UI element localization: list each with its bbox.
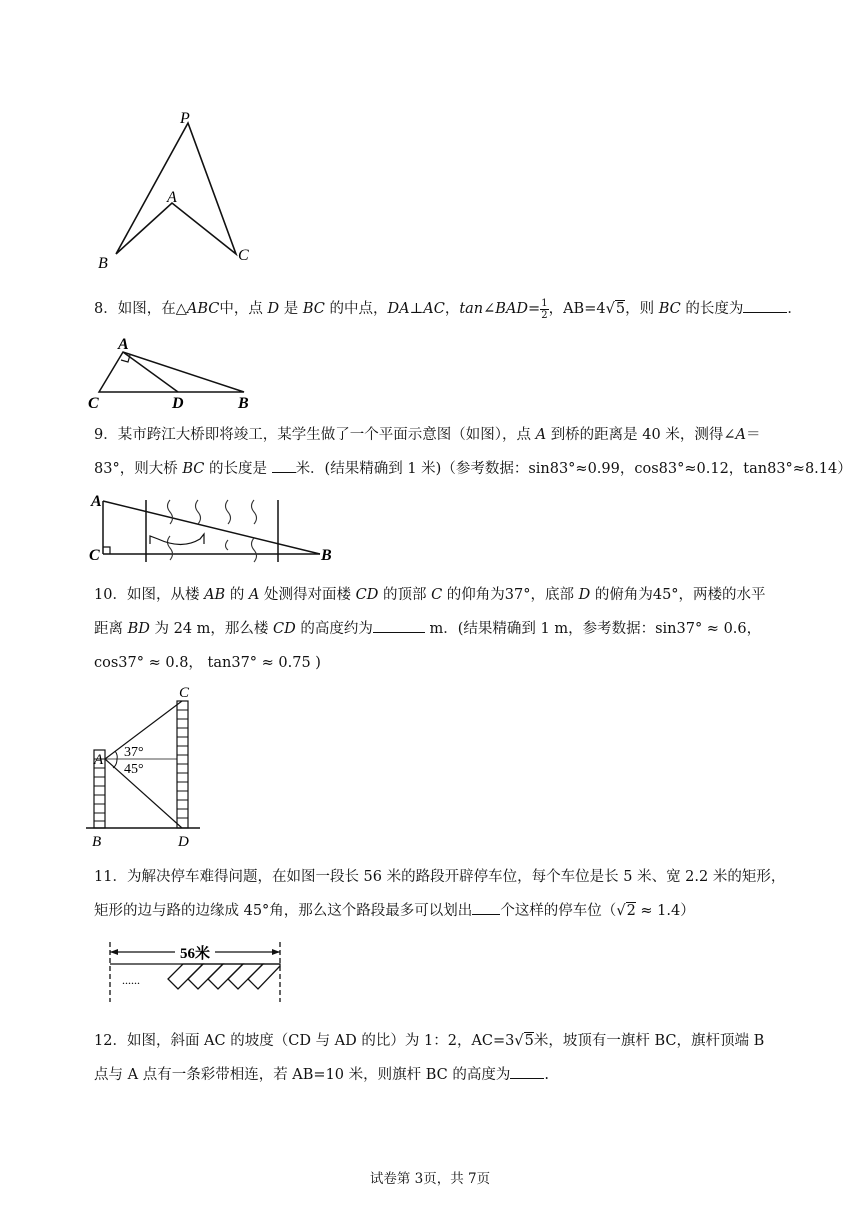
parking-spaces <box>168 964 280 989</box>
right-angle-mark <box>103 547 110 554</box>
question-9-line-2: 83°，则大桥 BC 的长度是 米．(结果精确到 1 米)（参考数据：sin83°≈0.99，cos83°≈0.12，tan83°≈8.14） <box>94 452 784 486</box>
question-11-line-1: 11．为解决停车难得问题，在如图一段长 56 米的路段开辟停车位，每个车位是长 5 米、宽 2.2 米的矩形， <box>94 869 786 885</box>
figure-triangle-acb <box>84 334 264 412</box>
angle-45-label: 45° <box>124 762 144 777</box>
label-c: C <box>238 247 249 264</box>
fraction-one-half: $\frac{1}{2}$ <box>541 297 548 321</box>
label-a: A <box>91 493 102 510</box>
figure-outline <box>99 352 244 392</box>
question-8-text: 8．如图，在△ABC中，点 D 是 BC 的中点，DA⊥AC，tan∠BAD= $\frac{1}{2}$ ，AB=4√5，则 BC 的长度为 ． <box>94 297 802 321</box>
figure-bridge <box>88 490 338 570</box>
label-d: D <box>172 395 184 412</box>
question-9 <box>94 418 852 486</box>
label-c: C <box>89 547 100 564</box>
label-b: B <box>92 834 102 850</box>
label-c: C <box>179 685 190 701</box>
arrow-right <box>272 949 280 955</box>
answer-blank <box>272 458 296 473</box>
segment-ab <box>103 501 320 554</box>
answer-blank <box>510 1064 544 1079</box>
label-c: C <box>88 395 99 412</box>
page-footer: 试卷第 3页，共 7页 <box>369 1171 491 1187</box>
question-12-line-1: 12．如图，斜面 AC 的坡度（CD 与 AD 的比）为 1：2，AC=3√5米，坡顶有一旗杆 BC，旗杆顶端 B <box>94 1033 765 1049</box>
answer-blank <box>373 618 425 633</box>
answer-blank <box>743 298 787 313</box>
angle-arc-37 <box>115 751 117 759</box>
question-10-line-2: 距离 BD 为 24 m，那么楼 CD 的高度约为 m．(结果精确到 1 m，参考数据：sin37° ≈ 0.6， <box>94 612 784 646</box>
angle-37-label: 37° <box>124 745 144 760</box>
question-10-line-3: cos37° ≈ 0.8， tan37° ≈ 0.75 ) <box>94 655 321 671</box>
question-12-line-2: 点与 A 点有一条彩带相连，若 AB=10 米，则旗杆 BC 的高度为 . <box>94 1058 784 1092</box>
question-10 <box>94 578 784 680</box>
label-a: A <box>94 752 104 768</box>
label-b: B <box>238 395 249 412</box>
question-11 <box>94 860 784 928</box>
dots: ...... <box>122 973 140 987</box>
label-b: B <box>321 547 332 564</box>
water-waves <box>168 500 257 562</box>
question-11-line-2: 矩形的边与路的边缘成 45°角，那么这个路段最多可以划出 个这样的停车位（√2 ≈ 1.4） <box>94 894 784 928</box>
arrow-left <box>110 949 118 955</box>
boat-shape <box>150 534 204 545</box>
question-8 <box>94 292 802 326</box>
figure-triangle-pabc <box>90 108 270 278</box>
figure-parking <box>100 936 290 1006</box>
building-ab-floors <box>94 759 105 821</box>
label-d: D <box>178 834 189 850</box>
question-9-line-1: 9．某市跨江大桥即将竣工，某学生做了一个平面示意图（如图），点 A 到桥的距离是 40 米，测得∠A＝ <box>94 427 761 443</box>
label-a: A <box>167 189 177 206</box>
figure-buildings <box>84 682 214 852</box>
length-label: 56米 <box>180 946 211 962</box>
answer-blank <box>472 900 500 915</box>
building-cd-floors <box>177 710 188 818</box>
question-10-line-1: 10．如图，从楼 AB 的 A 处测得对面楼 CD 的顶部 C 的仰角为37°，底部 D 的俯角为45°，两楼的水平 <box>94 587 766 603</box>
segment-ad <box>123 352 178 392</box>
label-p: P <box>180 110 190 127</box>
label-a: A <box>118 336 129 353</box>
label-b: B <box>98 255 108 272</box>
question-12 <box>94 1024 784 1092</box>
